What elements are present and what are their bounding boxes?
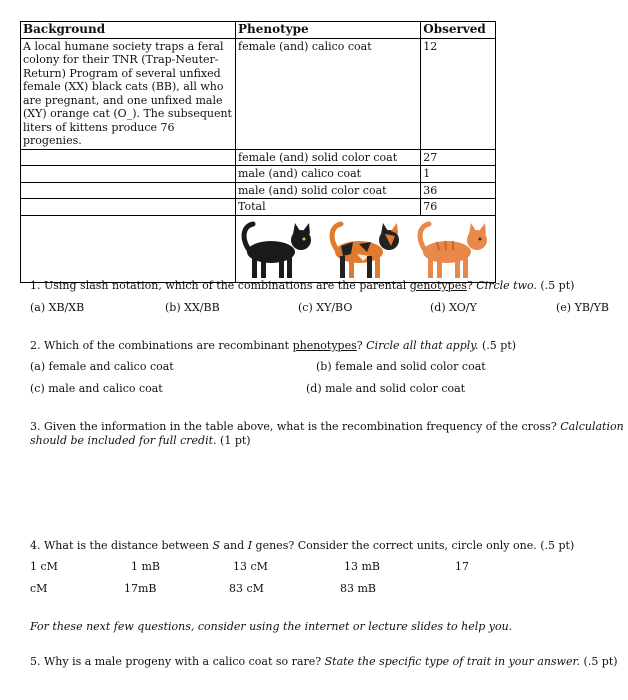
calico-cat-image bbox=[327, 220, 407, 280]
orange-cat-image bbox=[415, 220, 495, 280]
q1-option-e[interactable]: (e) YB/YB bbox=[556, 301, 609, 314]
question-3-line-2: should be included for full credit. (1 pt) bbox=[30, 434, 251, 447]
q4-option[interactable]: 17 bbox=[455, 560, 469, 573]
observed-cell: 36 bbox=[421, 182, 496, 199]
header-phenotype: Phenotype bbox=[236, 22, 421, 39]
empty-cell bbox=[21, 149, 236, 166]
q4-option[interactable]: 83 mB bbox=[340, 582, 377, 595]
table-row bbox=[21, 149, 496, 166]
q4-option[interactable]: 13 mB bbox=[344, 560, 381, 573]
q1-option-b[interactable]: (b) XX/BB bbox=[165, 301, 220, 314]
q1-option-d[interactable]: (d) XO/Y bbox=[430, 301, 477, 314]
empty-cell bbox=[21, 199, 236, 216]
q4-option[interactable]: cM bbox=[30, 582, 48, 595]
empty-cell bbox=[21, 182, 236, 199]
observed-cell: 1 bbox=[421, 166, 496, 183]
observed-cell: 12 bbox=[421, 38, 496, 149]
question-2: 2. Which of the combinations are recombinant phenotypes? Circle all that apply. (.5 pt) bbox=[30, 339, 517, 352]
q4-option[interactable]: 17mB bbox=[124, 582, 157, 595]
q4-option[interactable]: 13 cM bbox=[233, 560, 268, 573]
table-row bbox=[21, 182, 496, 199]
q2-option-b[interactable]: (b) female and solid color coat bbox=[316, 360, 486, 373]
black-cat-image bbox=[239, 220, 319, 280]
header-observed: Observed bbox=[421, 22, 496, 39]
genetics-table bbox=[20, 21, 496, 283]
header-background: Background bbox=[21, 22, 236, 39]
phenotype-cell: Total bbox=[236, 199, 421, 216]
q4-option[interactable]: 1 mB bbox=[131, 560, 161, 573]
q4-option[interactable]: 1 cM bbox=[30, 560, 58, 573]
observed-cell: 76 bbox=[421, 199, 496, 216]
phenotype-cell: female (and) calico coat bbox=[236, 38, 421, 149]
instruction-note: For these next few questions, consider using the internet or lecture slides to help you. bbox=[30, 620, 513, 633]
table-row bbox=[21, 199, 496, 216]
empty-cell bbox=[21, 166, 236, 183]
q2-option-c[interactable]: (c) male and calico coat bbox=[30, 382, 163, 395]
question-1: 1. Using slash notation, which of the combinations are the parental genotypes? Circle two. (.5 pt) bbox=[30, 279, 575, 292]
empty-cell bbox=[21, 215, 236, 282]
table-row bbox=[21, 166, 496, 183]
cat-images-cell bbox=[236, 215, 496, 282]
question-4: 4. What is the distance between S and I genes? Consider the correct units, circle only one. (.5 pt) bbox=[30, 539, 575, 552]
table-row bbox=[21, 215, 496, 282]
q2-option-a[interactable]: (a) female and calico coat bbox=[30, 360, 174, 373]
question-3: 3. Given the information in the table above, what is the recombination frequency of the cross? Calculation bbox=[30, 420, 624, 433]
table-row bbox=[21, 38, 496, 149]
q4-option[interactable]: 83 cM bbox=[229, 582, 264, 595]
phenotype-cell: male (and) calico coat bbox=[236, 166, 421, 183]
q2-option-d[interactable]: (d) male and solid color coat bbox=[306, 382, 466, 395]
phenotype-cell: male (and) solid color coat bbox=[236, 182, 421, 199]
observed-cell: 27 bbox=[421, 149, 496, 166]
question-5: 5. Why is a male progeny with a calico coat so rare? State the specific type of trait in your answer. (.5 pt) bbox=[30, 655, 618, 668]
table-header-row bbox=[21, 22, 496, 39]
q1-option-a[interactable]: (a) XB/XB bbox=[30, 301, 85, 314]
background-text: A local humane society traps a feral colony for their TNR (Trap-Neuter-Return) Program of several unfixed female (XX) black cats (BB), all who are pregnant, and one unfixed male (XY) orange cat (O_). The subsequent liters of kittens produce 76 progenies. bbox=[21, 38, 236, 149]
q1-option-c[interactable]: (c) XY/BO bbox=[298, 301, 353, 314]
phenotype-cell: female (and) solid color coat bbox=[236, 149, 421, 166]
